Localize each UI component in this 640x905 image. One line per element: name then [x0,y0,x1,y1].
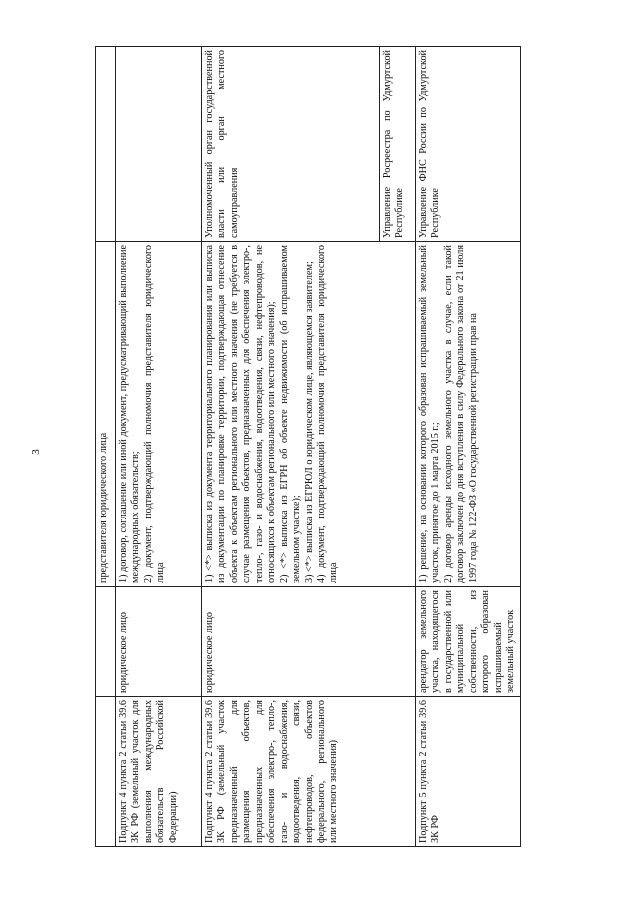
document-item: 2) документ, подтверждающий полномочия представителя юридического лица [142,245,167,583]
document-item: представителя юридического лица [98,432,109,583]
table-row [416,47,521,847]
rotated-table-wrapper [95,47,517,847]
basis-cell: Подпункт 4 пункта 2 статьи 39.6 ЗК РФ (земельный участок для выполнения международных обязательств Российской Федерации) [116,697,202,847]
applicant-cell: юридическое лицо [202,587,416,697]
document-item: 4) документ, подтверждающий полномочия представителя юридического лица [315,245,340,583]
table-row [96,47,116,847]
basis-cell: Подпункт 4 пункта 2 статьи 39.6 ЗК РФ (земельный участок предназначенный для размещения объектов, предназначенных для обеспечения электро-, тепло-, газо- и водоснабжения, водоотведения, связи, нефтепроводов, объектов федерального, регионального или местного значения) [202,697,416,847]
authority-cell: Управление ФНС России по Удмуртской Республике [416,47,521,242]
table-row [202,47,380,847]
document-item: 1) договор, соглашение или иной документ, предусматривающий выполнение международных обязательств; [118,245,142,583]
authority-cell: Управление Росреестра по Удмуртской Республике [380,47,416,242]
documents-table [95,46,521,847]
authority-cell [96,47,116,242]
document-item: 2) <*> выписка из ЕГРН об объекте недвижимости (об испрашиваемом земельном участке); [278,245,303,583]
document-item: 3) <*> выписка из ЕГРЮЛ о юридическом лице, являющемся заявителем; [303,261,315,583]
documents-cell [96,242,116,587]
table-row [116,47,202,847]
applicant-cell: юридическое лицо [116,587,202,697]
applicant-cell: арендатор земельного участка, находящегося в государственной или муниципальной собственности, из которого образован испрашиваемый земельный участок [416,587,521,697]
basis-cell [96,697,116,847]
document-item: 2) договор аренды исходного земельного участка в случае, если такой договор заключен до дня вступления в силу Федерального закона от 21 июля 1997 года № 122-ФЗ «О государственной регистрации прав на [442,245,479,583]
applicant-cell [96,587,116,697]
documents-cell [416,242,521,587]
authority-cell [116,47,202,242]
document-item: 1) решение, на основании которого образован испрашиваемый земельный участок, принятое до 1 марта 2015 г.; [418,245,442,583]
basis-cell: Подпункт 5 пункта 2 статьи 39.6 ЗК РФ [416,697,521,847]
page-number: 3 [30,449,42,455]
documents-cell [116,242,202,587]
authority-cell: Уполномоченный орган государственной власти или орган местного самоуправления [202,47,380,242]
document-item: 1) <*> выписка из документа территориального планирования или выписка из документации по планировке территории, подтверждающая отнесение объекта к объектам регионального или местного значения (не требуется в случае размещения объектов, предназначенных для обеспечения электро-, тепло-, газо- и водоснабжения, водоотведения, связи, нефтепроводов, не относящихся к объектам регионального или местного значения); [204,245,278,583]
documents-cell [202,242,416,587]
